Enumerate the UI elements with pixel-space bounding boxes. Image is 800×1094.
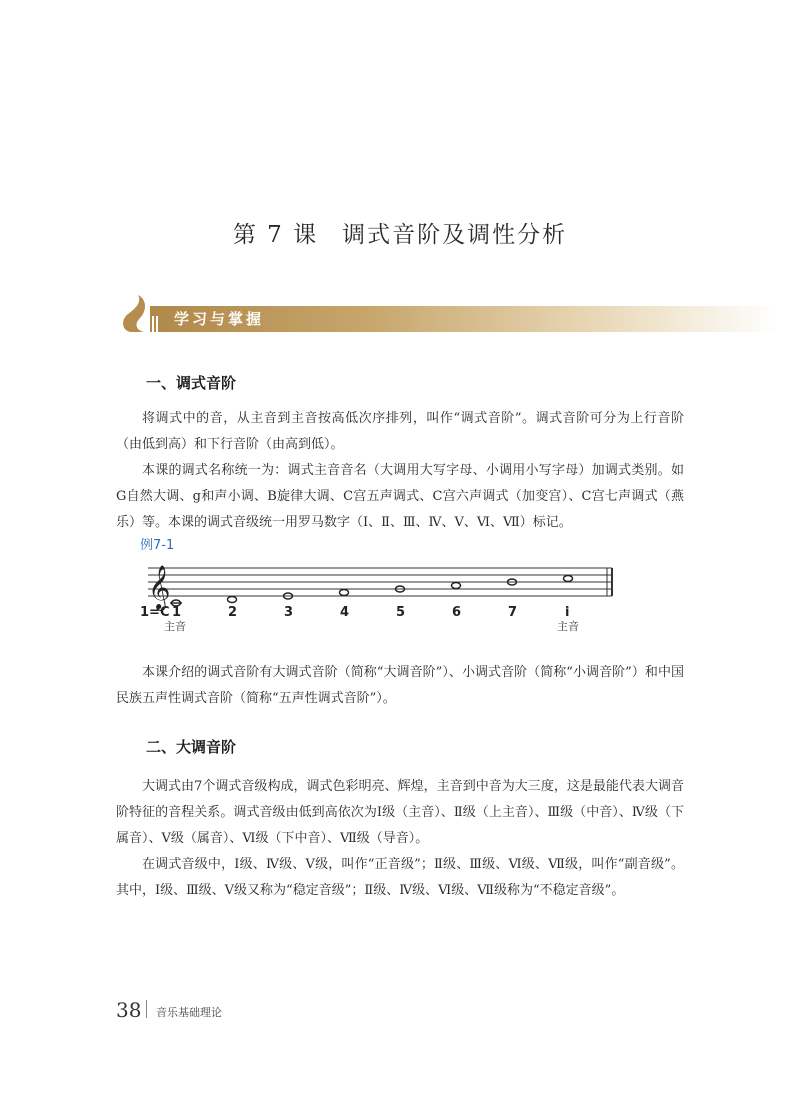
tonic-label: 主音 [557,620,579,633]
staff-lines [148,568,612,596]
treble-clef-icon: 𝄞 [148,565,171,609]
jianpu-number: 1 [172,605,182,620]
paragraph: 本课介绍的调式音阶有大调式音阶（简称“大调音阶”）、小调式音阶（简称“小调音阶”）和中国民族五声性调式音阶（简称“五声性调式音阶”）。 [116,665,684,706]
note-c5 [564,576,573,582]
lesson-number: 第 7 课 [232,222,319,248]
paragraph: 在调式音级中，Ⅰ级、Ⅳ级、Ⅴ级，叫作“正音级”；Ⅱ级、Ⅲ级、Ⅵ级、Ⅶ级，叫作“副音级”。其中，Ⅰ级、Ⅲ级、Ⅴ级又称为“稳定音级”；Ⅱ级、Ⅳ级、Ⅵ级、Ⅶ级称为“不稳定音级”。 [116,857,684,898]
jianpu-number: 7 [508,605,518,620]
jianpu-number: 6 [452,605,462,620]
note-a4 [452,583,461,589]
jianpu-number: 4 [340,605,350,620]
section1-summary [116,660,684,712]
section1-body [116,406,684,536]
key-signature: 1=C [140,605,170,620]
section1-heading: 一、调式音阶 [146,374,237,392]
section2-heading: 二、大调音阶 [146,738,237,756]
page-number: 38 [116,998,142,1022]
banner-label: 学习与掌握 [174,310,265,328]
section2-body [116,774,684,904]
tonic-label: 主音 [164,620,186,633]
music-example [136,560,636,636]
lesson-name: 调式音阶及调性分析 [342,222,568,248]
paragraph: 大调式由7个调式音级构成，调式色彩明亮、辉煌，主音到中音为大三度，这是最能代表大调音阶特征的音程关系。调式音级由低到高依次为Ⅰ级（主音）、Ⅱ级（上主音）、Ⅲ级（中音）、Ⅳ级（下属音）、Ⅴ级（属音）、Ⅵ级（下中音）、Ⅶ级（导音）。 [116,779,684,846]
harp-icon [118,292,178,336]
book-title: 音乐基础理论 [156,1006,222,1019]
note-f4 [340,590,349,596]
jianpu-number: 3 [284,605,294,620]
jianpu-number: 2 [228,605,238,620]
jianpu-number: 5 [396,605,406,620]
study-banner [118,292,778,336]
footer-divider [146,1000,147,1018]
paragraph: 本课的调式名称统一为：调式主音音名（大调用大写字母、小调用小写字母）加调式类别。如G自然大调、g和声小调、B旋律大调、C宫五声调式、C宫六声调式（加变宫）、C宫七声调式（燕乐）等。本课的调式音级统一用罗马数字（Ⅰ、Ⅱ、Ⅲ、Ⅳ、Ⅴ、Ⅵ、Ⅶ）标记。 [116,463,684,530]
note-d4 [228,597,237,603]
jianpu-number: i [565,605,570,620]
example-label: 例7-1 [140,538,175,553]
paragraph: 将调式中的音，从主音到主音按高低次序排列，叫作“调式音阶”。调式音阶可分为上行音阶（由低到高）和下行音阶（由高到低）。 [116,411,684,452]
lesson-title [0,216,800,249]
